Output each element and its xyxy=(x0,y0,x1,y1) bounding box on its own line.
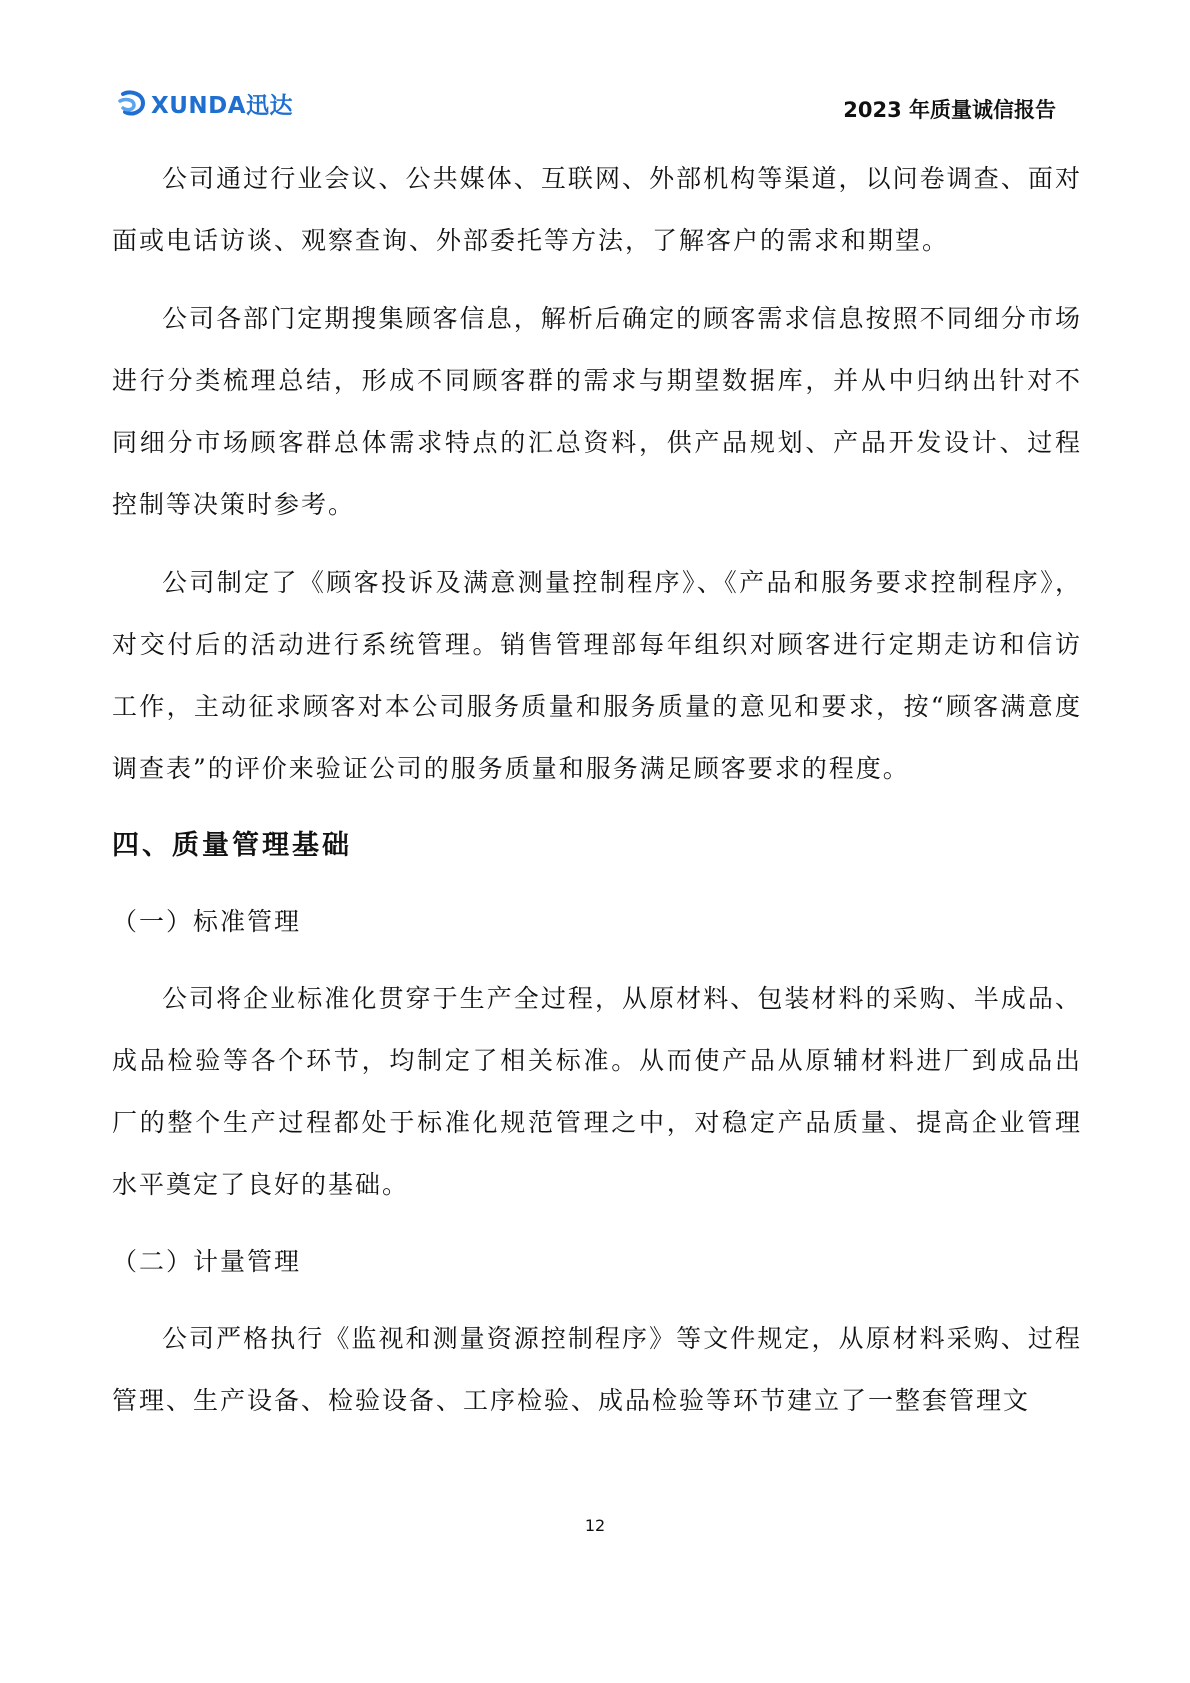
subheading-standard-management: （一）标准管理 xyxy=(112,907,302,936)
xunda-logo-icon xyxy=(117,88,147,118)
page-header xyxy=(0,0,1190,130)
company-logo xyxy=(117,86,293,120)
paragraph-standard-management: 公司将企业标准化贯穿于生产全过程，从原材料、包装材料的采购、半成品、成品检验等各个环节，均制定了相关标准。从而使产品从原辅材料进厂到成品出厂的整个生产过程都处于标准化规范管理之中，对稳定产品质量、提高企业管理水平奠定了良好的基础。 xyxy=(112,984,1082,1199)
page-content xyxy=(112,148,1082,1448)
paragraph-customer-channels: 公司通过行业会议、公共媒体、互联网、外部机构等渠道，以问卷调查、面对面或电话访谈、观察查询、外部委托等方法，了解客户的需求和期望。 xyxy=(112,164,1082,255)
paragraph-metrology-management: 公司严格执行《监视和测量资源控制程序》等文件规定，从原材料采购、过程管理、生产设备、检验设备、工序检验、成品检验等环节建立了一整套管理文 xyxy=(112,1324,1082,1415)
subheading-metrology-management: （二）计量管理 xyxy=(112,1247,302,1276)
paragraph-customer-info: 公司各部门定期搜集顾客信息，解析后确定的顾客需求信息按照不同细分市场进行分类梳理总结，形成不同顾客群的需求与期望数据库，并从中归纳出针对不同细分市场顾客群总体需求特点的汇总资料，供产品规划、产品开发设计、过程控制等决策时参考。 xyxy=(112,304,1082,519)
report-title: 2023 年质量诚信报告 xyxy=(843,98,1056,122)
section-heading-quality-basis: 四、质量管理基础 xyxy=(112,830,352,861)
page-number: 12 xyxy=(584,1516,606,1535)
logo-text: XUNDA迅达 xyxy=(151,92,294,119)
paragraph-complaint-procedure: 公司制定了《顾客投诉及满意测量控制程序》、《产品和服务要求控制程序》，对交付后的活动进行系统管理。销售管理部每年组织对顾客进行定期走访和信访工作，主动征求顾客对本公司服务质量和服务质量的意见和要求，按“顾客满意度调查表”的评价来验证公司的服务质量和服务满足顾客要求的程度。 xyxy=(112,568,1082,783)
